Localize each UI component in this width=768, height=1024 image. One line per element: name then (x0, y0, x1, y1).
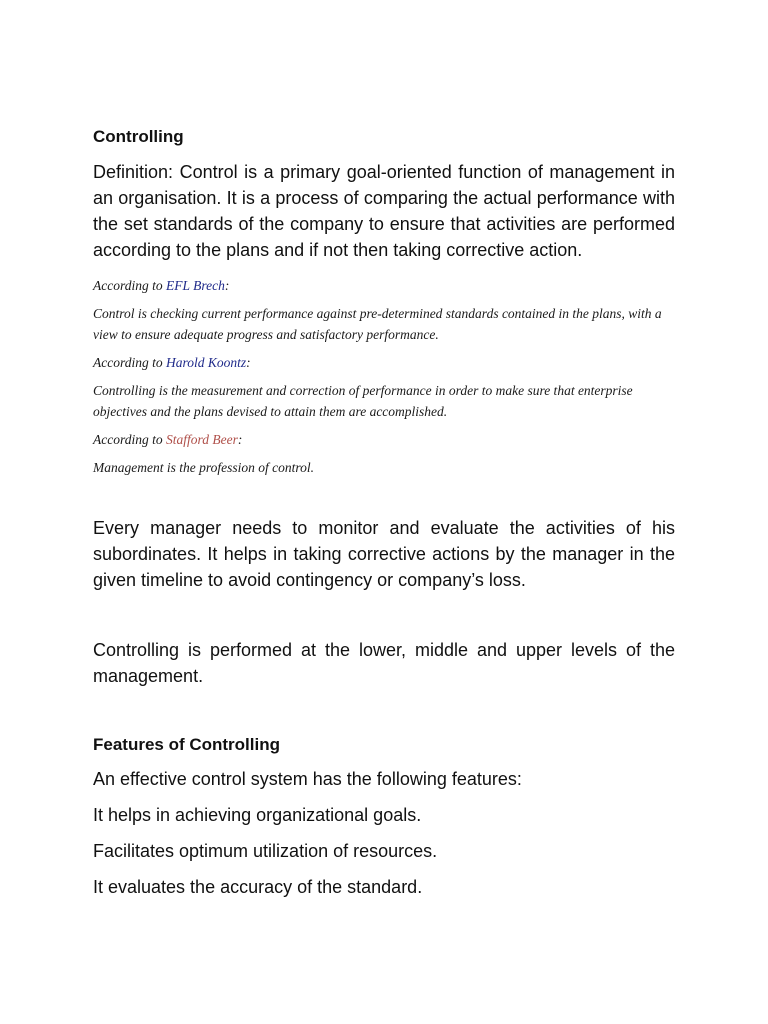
section-heading-controlling: Controlling (93, 127, 184, 146)
feature-item: Facilitates optimum utilization of resources. (93, 841, 438, 861)
attribution-prefix: According to (93, 355, 166, 370)
definition-paragraph: Definition: Control is a primary goal-oriented function of management in an organisation. It is a process of comparing the actual performance with the set standards of the company to ensure that activities are performed according to the plans and if not then taking corrective action. (93, 162, 675, 260)
quote-attribution-1 (93, 275, 675, 296)
attribution-suffix: : (224, 278, 230, 293)
feature-item: It helps in achieving organizational goals. (93, 805, 422, 825)
quote-attribution-2 (93, 352, 675, 373)
section-heading-features: Features of Controlling (93, 735, 280, 754)
author-link-efl-brech[interactable]: EFL Brech (165, 278, 225, 293)
feature-item: It evaluates the accuracy of the standard. (93, 877, 423, 897)
attribution-suffix: : (246, 355, 251, 370)
quote-text-2: Controlling is the measurement and correction of performance in order to make sure that enterprise objectives and the plans devised to attain them are accomplished. (93, 383, 633, 419)
quote-attribution-3 (93, 429, 675, 450)
features-intro: An effective control system has the following features: (93, 769, 522, 789)
manager-paragraph: Every manager needs to monitor and evaluate the activities of his subordinates. It helps in taking corrective actions by the manager in the given timeline to avoid contingency or company’s loss. (93, 518, 675, 590)
quote-text-1: Control is checking current performance against pre-determined standards contained in the plans, with a view to ensure adequate progress and satisfactory performance. (93, 306, 662, 342)
quote-text-3: Management is the profession of control. (93, 460, 314, 475)
author-link-stafford-beer[interactable]: Stafford Beer (165, 432, 238, 447)
attribution-prefix: According to (93, 278, 166, 293)
document-page (93, 120, 675, 900)
levels-paragraph: Controlling is performed at the lower, middle and upper levels of the management. (93, 640, 675, 686)
attribution-prefix: According to (93, 432, 166, 447)
author-link-harold-koontz[interactable]: Harold Koontz (165, 355, 247, 370)
attribution-suffix: : (237, 432, 243, 447)
